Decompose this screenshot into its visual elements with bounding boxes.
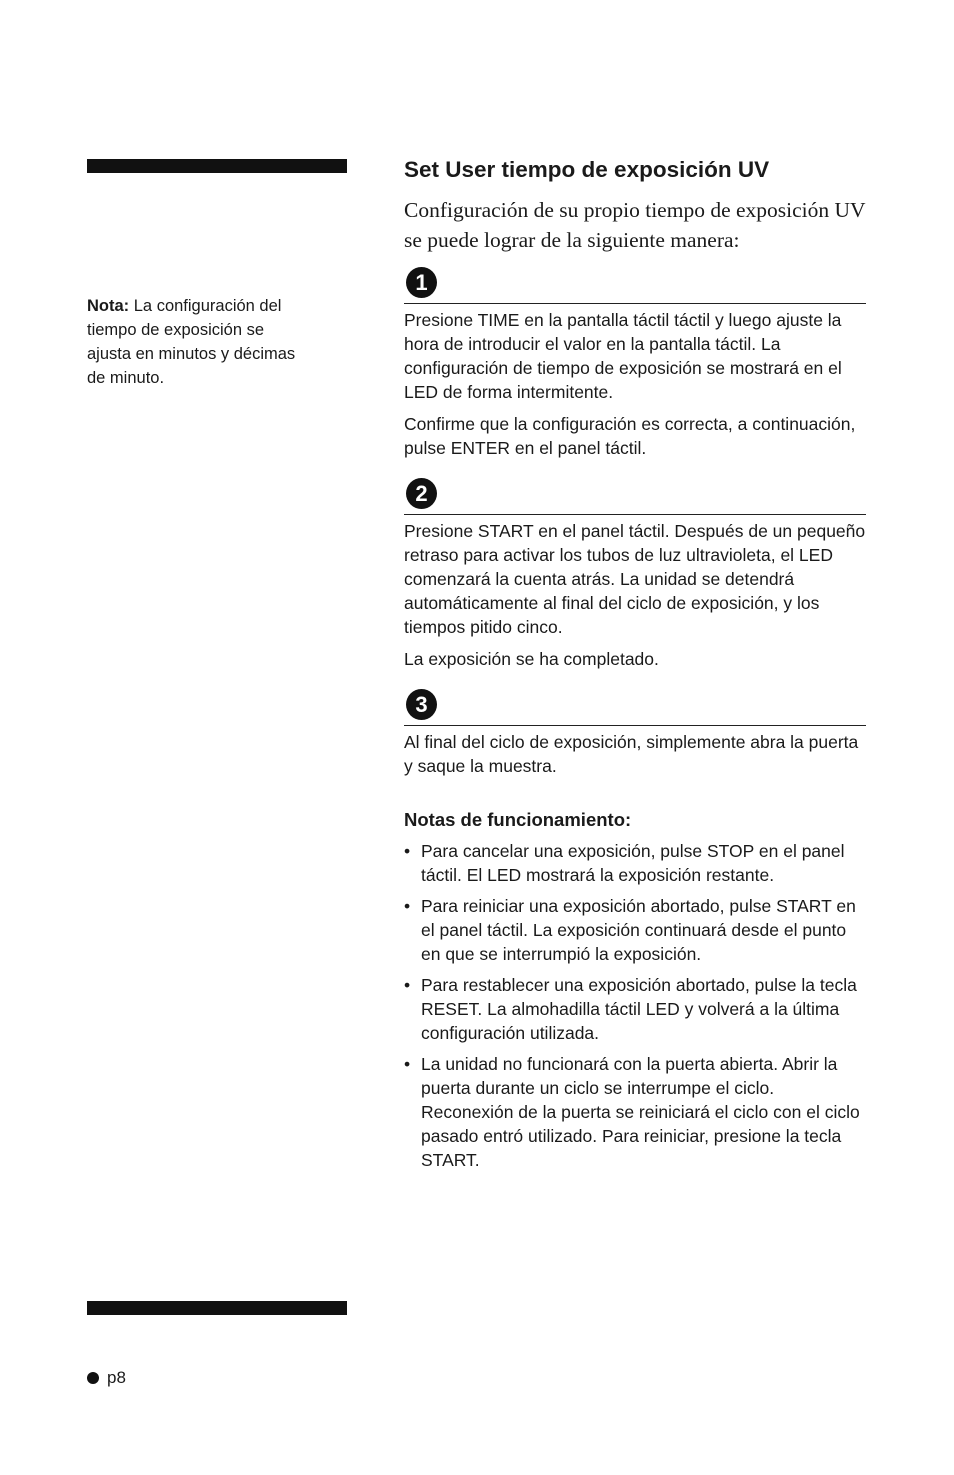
step-2-paragraph-2: La exposición se ha completado. <box>404 649 659 669</box>
step-3-paragraph-1: Al final del ciclo de exposición, simplemente abra la puerta y saque la muestra. <box>404 732 859 776</box>
note-text: La unidad no funcionará con la puerta abierta. Abrir la puerta durante un ciclo se interrumpe el ciclo. Reconexión de la puerta se reiniciará el ciclo con el ciclo pasado entró utilizado. Para reiniciar, presione la tecla START. <box>421 1054 860 1170</box>
bullet: • <box>404 896 411 916</box>
main-content <box>404 155 866 1179</box>
note-item <box>404 839 866 887</box>
note-text: Para restablecer una exposición abortado, pulse la tecla RESET. La almohadilla táctil LED y volverá a la última configuración utilizada. <box>421 975 857 1043</box>
step-1-number: 1 <box>406 267 437 298</box>
notes-list <box>404 839 866 1172</box>
page-footer <box>87 1367 126 1389</box>
note-item <box>404 1052 866 1172</box>
note-text: Para cancelar una exposición, pulse STOP en el panel táctil. El LED mostrará la exposición restante. <box>421 841 845 885</box>
section-title: Set User tiempo de exposición UV <box>404 157 770 182</box>
step-2-paragraph-1: Presione START en el panel táctil. Después de un pequeño retraso para activar los tubos de luz ultravioleta, el LED comenzará la cuenta atrás. La unidad se detendrá automáticamente al final del ciclo de exposición, y los tiempos pitido cinco. <box>404 521 866 637</box>
note-item <box>404 973 866 1045</box>
note-text: Para reiniciar una exposición abortado, pulse START en el panel táctil. La exposición continuará desde el punto en que se interrumpió la exposición. <box>421 896 856 964</box>
note-item <box>404 894 866 966</box>
step-3 <box>404 685 866 778</box>
bullet: • <box>404 975 411 995</box>
bullet-dot-icon <box>87 1372 99 1384</box>
bottom-divider-bar <box>87 1301 347 1315</box>
step-3-header <box>404 685 866 726</box>
step-2-header <box>404 474 866 515</box>
step-2 <box>404 474 866 671</box>
step-1-paragraph-2: Confirme que la configuración es correcta, a continuación, pulse ENTER en el panel táctil. <box>404 414 856 458</box>
page-number: p8 <box>107 1368 126 1387</box>
step-1-header <box>404 263 866 304</box>
bullet: • <box>404 841 411 861</box>
notes-title: Notas de funcionamiento: <box>404 809 632 830</box>
intro-paragraph: Configuración de su propio tiempo de exposición UV se puede lograr de la siguiente manera: <box>404 198 866 252</box>
side-note <box>87 294 302 390</box>
bullet: • <box>404 1054 411 1074</box>
side-note-text: La configuración del tiempo de exposición se ajusta en minutos y décimas de minuto. <box>87 297 296 387</box>
side-note-label: Nota: <box>87 297 130 315</box>
step-2-number: 2 <box>406 478 437 509</box>
top-divider-bar <box>87 159 347 173</box>
step-3-number: 3 <box>406 689 437 720</box>
step-1-paragraph-1: Presione TIME en la pantalla táctil táctil y luego ajuste la hora de introducir el valor en la pantalla táctil. La configuración de tiempo de exposición se mostrará en el LED de forma intermitente. <box>404 310 842 402</box>
step-1 <box>404 263 866 460</box>
